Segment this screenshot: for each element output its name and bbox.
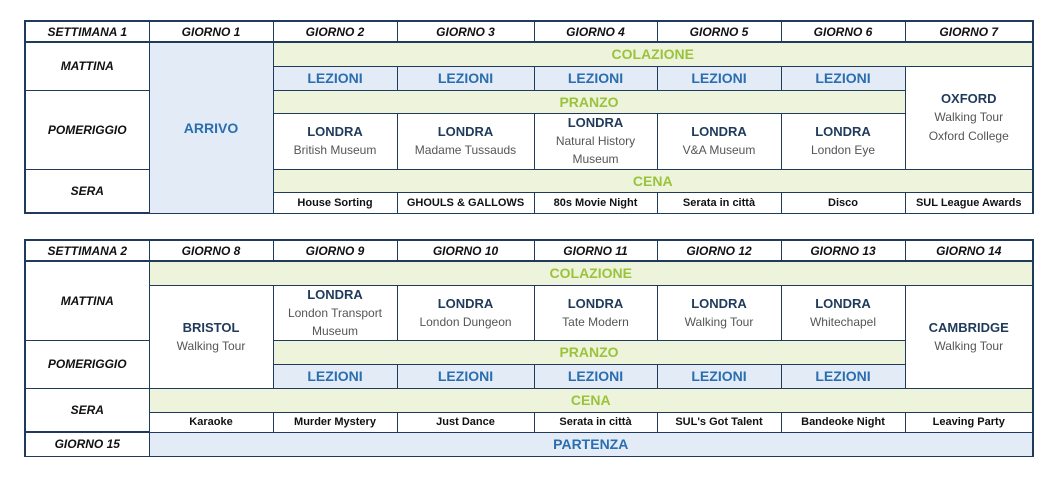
excursion-cell (534, 285, 657, 340)
excursion-cell (534, 113, 657, 169)
day-8-header: GIORNO 8 (149, 240, 273, 261)
row-label-afternoon: POMERIGGIO (25, 90, 149, 169)
row-label-morning: MATTINA (25, 261, 149, 340)
evening-activity: Serata in città (657, 192, 781, 213)
dinner-band: CENA (149, 388, 1033, 412)
day-6-header: GIORNO 6 (781, 21, 905, 42)
excursion-desc: Walking Tour (684, 314, 754, 329)
excursion-desc: London Eye (810, 143, 876, 157)
day-3-header: GIORNO 3 (397, 21, 534, 42)
evening-activity: SUL League Awards (905, 192, 1033, 213)
evening-activity: GHOULS & GALLOWS (397, 192, 534, 213)
day-10-header: GIORNO 10 (397, 240, 534, 261)
evening-activity: Serata in città (534, 412, 657, 432)
excursion-city: LONDRA (691, 124, 747, 139)
excursion-desc: Walking Tour (934, 110, 1004, 124)
excursion-city: LONDRA (567, 115, 624, 130)
excursion-desc: Tate Modern (562, 314, 629, 329)
breakfast-band: COLAZIONE (273, 42, 1033, 66)
excursion-desc: London Dungeon (419, 314, 512, 329)
lesson-cell: LEZIONI (657, 364, 781, 388)
day-7-excursion (905, 66, 1033, 169)
excursion-cell (781, 113, 905, 169)
week1-header-row (25, 21, 1033, 42)
excursion-cell (397, 285, 534, 340)
excursion-desc: Oxford College (928, 129, 1009, 143)
row-label-evening: SERA (25, 169, 149, 213)
row-label-morning: MATTINA (25, 42, 149, 90)
evening-activity: Murder Mystery (273, 412, 397, 432)
week1-schedule-table (24, 20, 1034, 214)
row-label-evening: SERA (25, 388, 149, 432)
lunch-band: PRANZO (273, 90, 905, 113)
excursion-cell (657, 285, 781, 340)
excursion-desc: V&A Museum (682, 143, 756, 157)
lesson-cell: LEZIONI (534, 364, 657, 388)
lesson-cell: LEZIONI (534, 66, 657, 90)
evening-activity: House Sorting (273, 192, 397, 213)
lesson-cell: LEZIONI (273, 66, 397, 90)
excursion-city: BRISTOL (182, 319, 240, 335)
excursion-city: LONDRA (815, 124, 871, 139)
excursion-cell (657, 113, 781, 169)
day-8-excursion (149, 285, 273, 388)
day-7-header: GIORNO 7 (905, 21, 1033, 42)
lesson-cell: LEZIONI (657, 66, 781, 90)
excursion-cell (781, 285, 905, 340)
excursion-desc: Madame Tussauds (414, 143, 517, 157)
row-label-day15: GIORNO 15 (25, 432, 149, 456)
day-5-header: GIORNO 5 (657, 21, 781, 42)
day-11-header: GIORNO 11 (534, 240, 657, 261)
lesson-cell: LEZIONI (397, 66, 534, 90)
excursion-desc: Whitechapel (809, 314, 877, 329)
lesson-cell: LEZIONI (397, 364, 534, 388)
excursion-city: LONDRA (437, 124, 494, 139)
excursion-desc: Walking Tour (934, 338, 1004, 353)
excursion-city: LONDRA (567, 295, 624, 311)
week2-schedule-table (24, 239, 1034, 457)
departure-band: PARTENZA (149, 432, 1033, 456)
week2-header-row (25, 240, 1033, 261)
excursion-desc: Walking Tour (176, 338, 246, 353)
evening-activity: Just Dance (397, 412, 534, 432)
excursion-cell (397, 113, 534, 169)
day-4-header: GIORNO 4 (534, 21, 657, 42)
lesson-cell: LEZIONI (781, 66, 905, 90)
breakfast-band: COLAZIONE (149, 261, 1033, 285)
lesson-cell: LEZIONI (781, 364, 905, 388)
row-label-afternoon: POMERIGGIO (25, 340, 149, 388)
evening-activity: Leaving Party (905, 412, 1033, 432)
dinner-band: CENA (273, 169, 1033, 192)
excursion-city: LONDRA (691, 295, 747, 311)
evening-activity: SUL's Got Talent (657, 412, 781, 432)
evening-activity: Disco (781, 192, 905, 213)
arrival-cell: ARRIVO (149, 42, 273, 213)
evening-activity: Bandeoke Night (781, 412, 905, 432)
excursion-city: LONDRA (307, 124, 363, 139)
day-12-header: GIORNO 12 (657, 240, 781, 261)
excursion-desc: Natural History Museum (555, 134, 636, 166)
excursion-city: LONDRA (307, 286, 363, 302)
excursion-desc: British Museum (293, 143, 377, 157)
lunch-band: PRANZO (273, 340, 905, 364)
day-1-header: GIORNO 1 (149, 21, 273, 42)
day-9-header: GIORNO 9 (273, 240, 397, 261)
day-14-header: GIORNO 14 (905, 240, 1033, 261)
day-2-header: GIORNO 2 (273, 21, 397, 42)
excursion-cell (273, 285, 397, 340)
day-13-header: GIORNO 13 (781, 240, 905, 261)
excursion-city: CAMBRIDGE (928, 319, 1009, 335)
week2-label: SETTIMANA 2 (25, 240, 149, 261)
evening-activity: 80s Movie Night (534, 192, 657, 213)
lesson-cell: LEZIONI (273, 364, 397, 388)
excursion-city: LONDRA (437, 295, 494, 311)
excursion-city: LONDRA (815, 295, 871, 311)
excursion-cell (273, 113, 397, 169)
week1-label: SETTIMANA 1 (25, 21, 149, 42)
day-14-excursion (905, 285, 1033, 388)
excursion-desc: London Transport Museum (287, 305, 383, 338)
excursion-city: OXFORD (940, 91, 997, 106)
evening-activity: Karaoke (149, 412, 273, 432)
